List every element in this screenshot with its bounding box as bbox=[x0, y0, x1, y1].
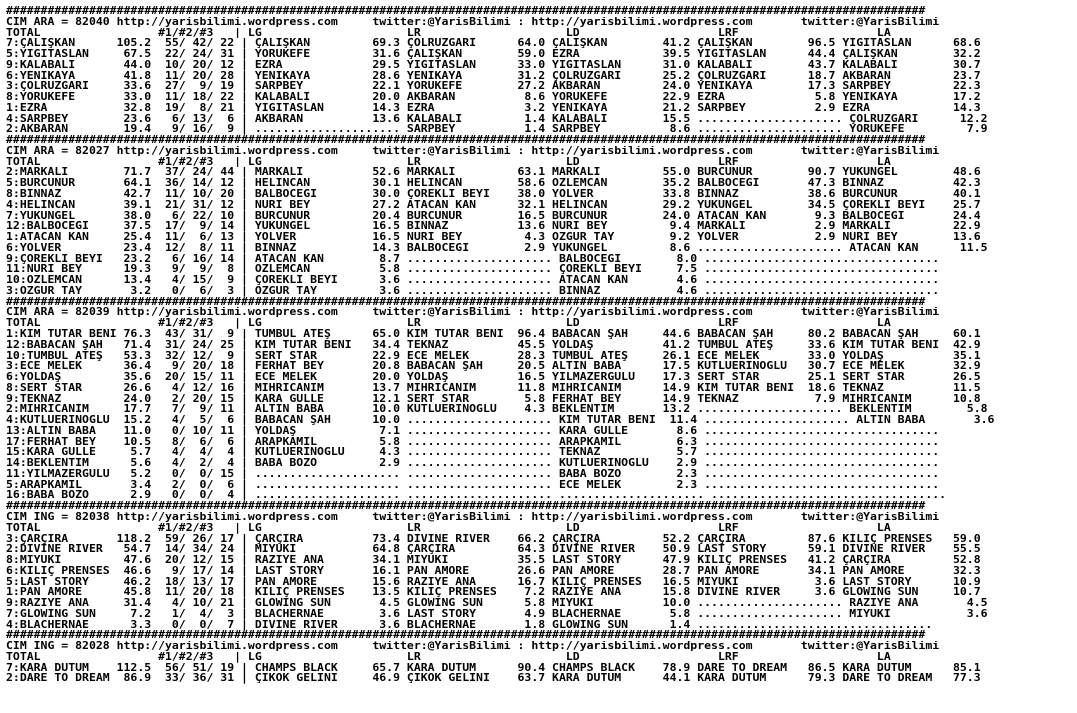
table-row: 11:YILMAZERGÜLÜ 5.2 0/ 0/ 15 | ..................... ..................... BABA BOZO 2.3 .................................. bbox=[6, 468, 940, 480]
table-row: 16:BABA BOZO 2.9 0/ 0/ 4 | ..................... ..................... ..................... .................................. bbox=[6, 490, 947, 502]
column-header: TOTAL #1/#2/#3 | LG LR LD LRF LA bbox=[6, 651, 891, 663]
table-row: 2:DARE TO DREAM 86.9 33/ 36/ 31 | ÇİKOK GELİNİ 46.9 ÇİKOK GELİNİ 63.7 KARA DUTUM 44.1 KARA DUTUM 79.3 DARE TO DREAM 77.3 bbox=[6, 673, 981, 685]
table-row: 7:KARA DUTUM 112.5 56/ 51/ 19 | CHAMPS BLACK 65.7 KARA DUTUM 90.4 CHAMPS BLACK 78.9 DARE TO DREAM 86.5 KARA DUTUM 85.1 bbox=[6, 662, 981, 674]
table-row: 14:BEKLENTİM 5.6 4/ 2/ 4 | BABA BOZO 2.9 ..................... KUTLUERİNOĞLU 2.9 .................................. bbox=[6, 458, 940, 469]
table-row: 7:ÇALIŞKAN 105.2 55/ 42/ 22 | ÇALIŞKAN 69.3 ÇÖLRÜZGARI 64.0 ÇALIŞKAN 41.2 ÇALIŞKAN 96.5 YİĞİTASLAN 68.6 bbox=[6, 38, 981, 50]
table-row: 6:YOLDAŞ 35.6 20/ 15/ 11 | ECE MELEK 20.0 YOLDAŞ 16.5 YILMAZERGÜLÜ 17.3 SERT STAR 25.1 SERT STAR 26.5 bbox=[6, 372, 981, 383]
table-row: 5:YİĞİTASLAN 67.5 22/ 24/ 31 | YÖRÜKEFE 31.6 ÇALIŞKAN 59.0 EZRA 39.5 YİĞİTASLAN 44.4 ÇALIŞKAN 32.2 bbox=[6, 49, 981, 60]
table-row: 8:SERT STAR 26.6 4/ 12/ 16 | MİHRİCANIM 13.7 MİHRİCANIM 11.8 MİHRİCANIM 14.9 KİM TUTAR BENİ 18.6 TEKNAZ 11.5 bbox=[6, 382, 981, 394]
table-row: 9:ÇÖREKLİ BEYİ 23.2 6/ 16/ 14 | ATACAN KAN 8.7 ..................... BALBÖCEĞİ 8.0 .................................. bbox=[6, 253, 940, 265]
table-row: 10:ÖZLEMCAN 13.4 4/ 15/ 9 | ÇÖREKLİ BEYİ 3.6 ..................... ATACAN KAN 4.6 .................................. bbox=[6, 275, 940, 286]
table-row: 1:EZRA 32.8 19/ 8/ 21 | YİĞİTASLAN 14.3 EZRA 3.2 YENİKAYA 21.2 SARPBEY 2.9 EZRA 14.3 bbox=[6, 102, 981, 114]
race-header: CIM ARA = 82040 http://yarisbilimi.wordpress.com twitter:@YarisBilimi : http://yarisbilimi.wordpress.com twitter:@YarisBilimi bbox=[6, 16, 940, 28]
section-divider: ##################################################################################################################################### bbox=[6, 501, 926, 512]
column-header: TOTAL #1/#2/#3 | LG LR LD LRF LA bbox=[6, 156, 891, 168]
table-row: 15:KARA GÜLLE 5.7 4/ 4/ 4 | KUTLUERİNOĞLU 4.3 ..................... TEKNAZ 5.7 .................................. bbox=[6, 447, 940, 459]
table-row: 4:BLACHERNAE 3.3 0/ 0/ 7 | DIVINE RIVER 3.6 BLACHERNAE 1.8 GLOWING SUN 1.4 .................................. bbox=[6, 619, 933, 631]
column-header: TOTAL #1/#2/#3 | LG LR LD LRF LA bbox=[6, 522, 891, 534]
section-divider: ##################################################################################################################################### bbox=[6, 630, 926, 642]
table-row: 5:ARAPKAMİL 3.4 2/ 0/ 6 | ..................... ..................... ECE MELEK 2.3 .................................. bbox=[6, 479, 940, 491]
race-header: CIM ING = 82028 http://yarisbilimi.wordpress.com twitter:@YarisBilimi : http://yarisbilimi.wordpress.com twitter:@YarisBilimi bbox=[6, 641, 940, 652]
table-row: 5:LAST STORY 46.2 18/ 13/ 17 | PAN AMORE 15.6 RAZİYE ANA 16.7 KILIÇ PRENSES 16.5 MİYUKİ 3.6 LAST STORY 10.9 bbox=[6, 576, 981, 588]
table-row: 4:HELİNCAN 39.1 21/ 31/ 12 | NURİ BEY 27.2 ATACAN KAN 32.1 HELİNCAN 29.2 YÜKÜNGEL 34.5 ÇÖREKLİ BEYİ 25.7 bbox=[6, 199, 981, 211]
table-row: 1:KİM TUTAR BENİ 76.3 43/ 31/ 9 | TUMBUL ATEŞ 65.0 KİM TUTAR BENİ 96.4 BABACAN ŞAH 44.6 BABACAN ŞAH 80.2 BABACAN ŞAH 60.1 bbox=[6, 328, 981, 340]
race-header: CIM ARA = 82039 http://yarisbilimi.wordpress.com twitter:@YarisBilimi : http://yarisbilimi.wordpress.com twitter:@YarisBilimi bbox=[6, 307, 940, 319]
table-row: 2:MİHRİCANIM 17.7 7/ 9/ 11 | ALTIN BABA 10.0 KUTLUERİNOĞLU 4.3 BEKLENTİM 13.2 ..................... BEKLENTİM 5.8 bbox=[6, 404, 988, 416]
table-row: 5:BURCUNUR 64.1 36/ 14/ 12 | HELİNCAN 30.1 HELİNCAN 58.6 ÖZLEMCAN 35.2 BALBÖCEĞİ 47.3 BINNAZ 42.3 bbox=[6, 178, 981, 190]
table-row: 12:BABACAN ŞAH 71.4 31/ 24/ 25 | KİM TUTAR BENİ 34.4 TEKNAZ 45.5 YOLDAŞ 41.2 TUMBUL ATEŞ 33.6 KİM TUTAR BENİ 42.9 bbox=[6, 339, 981, 351]
table-row: 13:ALTIN BABA 11.0 0/ 10/ 11 | YOLDAŞ 7.1 ..................... KARA GÜLLE 8.6 .................................. bbox=[6, 425, 940, 437]
table-row: 17:FERHAT BEY 10.5 8/ 6/ 6 | ARAPKAMİL 5.8 ..................... ARAPKAMİL 6.3 .................................. bbox=[6, 436, 940, 448]
table-row: 3:ÇÖLRÜZGARI 33.6 27/ 9/ 19 | SARPBEY 22.1 YÖRÜKEFE 27.2 AKBARAN 24.0 YENİKAYA 17.3 SARPBEY 22.3 bbox=[6, 81, 981, 93]
table-row: 2:AKBARAN 19.4 9/ 16/ 9 | ..................... SARPBEY 1.4 SARPBEY 8.6 ..................... YÖRÜKEFE 7.9 bbox=[6, 124, 988, 136]
table-row: 7:YÜKÜNGEL 38.0 6/ 22/ 10 | BURCUNUR 20.4 BURCUNUR 16.5 BURCUNUR 24.0 ATACAN KAN 9.3 BALBÖCEĞİ 24.4 bbox=[6, 210, 981, 222]
table-row: 12:BALBÖCEĞİ 37.5 17/ 9/ 14 | YÜKÜNGEL 16.5 BINNAZ 13.6 NURİ BEY 9.4 MARKALI 2.9 MARKALI 22.9 bbox=[6, 221, 981, 233]
table-row: 1:ATACAN KAN 25.4 11/ 6/ 13 | YOLVER 16.5 NURİ BEY 4.3 ÖZGÜR TAY 9.2 YOLVER 2.9 NURİ BEY 13.6 bbox=[6, 232, 981, 243]
table-row: 2:MARKALI 71.7 37/ 24/ 44 | MARKALI 52.6 MARKALI 63.1 MARKALI 55.0 BURCUNUR 90.7 YÜKÜNGEL 48.6 bbox=[6, 167, 981, 179]
section-divider: ##################################################################################################################################### bbox=[6, 135, 926, 146]
table-row: 8:YÖRÜKEFE 33.0 11/ 18/ 22 | KALABALI 20.0 AKBARAN 8.6 YÖRÜKEFE 22.9 EZRA 5.8 YENİKAYA 17.2 bbox=[6, 92, 981, 103]
report-text-document bbox=[6, 6, 1074, 710]
column-header: TOTAL #1/#2/#3 | LG LR LD LRF LA bbox=[6, 318, 891, 329]
table-row: 9:RAZİYE ANA 31.4 4/ 10/ 21 | GLOWING SUN 4.5 GLOWING SUN 5.8 MİYUKİ 10.0 ..................... RAZİYE ANA 4.5 bbox=[6, 598, 988, 609]
table-row: 6:KILIÇ PRENSES 46.6 9/ 17/ 14 | LAST STORY 16.1 PAN AMORE 26.6 PAN AMORE 28.7 PAN AMORE 34.1 PAN AMORE 32.3 bbox=[6, 565, 981, 577]
table-row: 10:TUMBUL ATEŞ 53.3 32/ 12/ 9 | SERT STAR 22.9 ECE MELEK 28.3 TUMBUL ATEŞ 26.1 ECE MELEK 33.0 YOLDAŞ 35.1 bbox=[6, 350, 981, 362]
table-row: 3:ECE MELEK 36.4 9/ 20/ 18 | FERHAT BEY 20.8 BABACAN ŞAH 20.5 ALTIN BABA 17.5 KUTLUERİNOĞLU 30.7 ECE MELEK 32.9 bbox=[6, 361, 981, 373]
table-row: 6:YENİKAYA 41.8 11/ 20/ 28 | YENİKAYA 28.6 YENİKAYA 31.2 ÇÖLRÜZGARI 25.2 ÇÖLRÜZGARI 18.7 AKBARAN 23.7 bbox=[6, 70, 981, 82]
table-row: 8:MİYUKİ 47.6 20/ 12/ 15 | RAZİYE ANA 34.1 MİYUKİ 35.5 LAST STORY 47.9 KILIÇ PRENSES 41.2 ÇARÇIRA 52.8 bbox=[6, 555, 981, 566]
race-header: CIM ING = 82038 http://yarisbilimi.wordpress.com twitter:@YarisBilimi : http://yarisbilimi.wordpress.com twitter:@YarisBilimi bbox=[6, 511, 940, 523]
table-row: 4:KUTLUERİNOĞLU 15.2 4/ 5/ 6 | BABACAN ŞAH 10.0 ..................... KİM TUTAR BENİ 11.4 ..................... ALTIN BABA 3.6 bbox=[6, 415, 995, 426]
table-row: 9:KALABALI 44.0 10/ 20/ 12 | EZRA 29.5 YİĞİTASLAN 33.0 YİĞİTASLAN 31.0 KALABALI 43.7 KALABALI 30.7 bbox=[6, 59, 981, 71]
section-divider: ##################################################################################################################################### bbox=[6, 296, 926, 308]
table-row: 4:SARPBEY 23.6 6/ 13/ 6 | AKBARAN 13.6 KALABALI 1.4 KALABALI 15.5 ..................... ÇÖLRÜZGARI 12.2 bbox=[6, 113, 988, 125]
table-row: 2:DIVINE RIVER 54.7 14/ 34/ 24 | MİYUKİ 64.8 ÇARÇIRA 64.3 DIVINE RIVER 50.9 LAST STORY 59.1 DIVINE RIVER 55.5 bbox=[6, 544, 981, 556]
section-divider: ##################################################################################################################################### bbox=[6, 6, 926, 17]
table-row: 9:TEKNAZ 24.0 2/ 20/ 15 | KARA GÜLLE 12.1 SERT STAR 5.8 FERHAT BEY 14.9 TEKNAZ 7.9 MİHRİCANIM 10.8 bbox=[6, 393, 981, 405]
table-row: 3:ÖZGÜR TAY 3.2 0/ 6/ 3 | ÖZGÜR TAY 3.6 ..................... BINNAZ 4.6 .................................. bbox=[6, 285, 940, 297]
column-header: TOTAL #1/#2/#3 | LG LR LD LRF LA bbox=[6, 27, 891, 39]
table-row: 8:BINNAZ 42.7 11/ 10/ 20 | BALBÖCEĞİ 30.0 ÇÖREKLİ BEYİ 38.0 YOLVER 33.8 BINNAZ 38.6 BURCUNUR 40.1 bbox=[6, 189, 981, 200]
table-row: 6:YOLVER 23.4 12/ 8/ 11 | BINNAZ 14.3 BALBÖCEĞİ 2.9 YÜKÜNGEL 8.6 ..................... ATACAN KAN 11.5 bbox=[6, 242, 988, 254]
race-header: CIM ARA = 82027 http://yarisbilimi.wordpress.com twitter:@YarisBilimi : http://yarisbilimi.wordpress.com twitter:@YarisBilimi bbox=[6, 145, 940, 157]
table-row: 7:GLOWING SUN 7.2 1/ 4/ 3 | BLACHERNAE 3.6 LAST STORY 4.9 BLACHERNAE 5.8 ..................... MİYUKİ 3.6 bbox=[6, 608, 988, 620]
table-row: 3:ÇARÇIRA 118.2 59/ 26/ 17 | ÇARÇIRA 73.4 DIVINE RIVER 66.2 ÇARÇIRA 52.2 ÇARÇIRA 87.6 KILIÇ PRENSES 59.0 bbox=[6, 533, 981, 545]
table-row: 11:NURİ BEY 19.3 9/ 9/ 8 | ÖZLEMCAN 5.8 ..................... ÇÖREKLİ BEYİ 7.5 .................................. bbox=[6, 264, 940, 276]
table-row: 1:PAN AMORE 45.8 11/ 20/ 18 | KILIÇ PRENSES 13.5 KILIÇ PRENSES 7.2 RAZİYE ANA 15.8 DIVINE RIVER 3.6 GLOWING SUN 10.7 bbox=[6, 587, 981, 599]
